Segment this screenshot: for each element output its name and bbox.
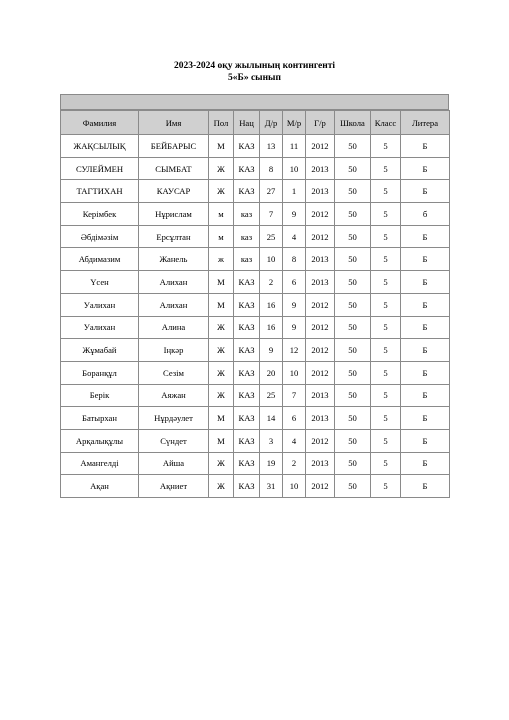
table-cell: КАЗ <box>234 475 260 498</box>
table-cell: 2012 <box>306 429 335 452</box>
table-cell: 7 <box>283 384 306 407</box>
table-cell: 5 <box>371 225 401 248</box>
table-cell: КАЗ <box>234 135 260 158</box>
table-cell: Б <box>401 157 450 180</box>
table-cell: 2012 <box>306 339 335 362</box>
table-cell: Ж <box>209 339 234 362</box>
table-cell: Боранқұл <box>61 361 139 384</box>
table-cell: 12 <box>283 339 306 362</box>
table-cell: Б <box>401 293 450 316</box>
table-cell: 50 <box>335 339 371 362</box>
table-cell: 50 <box>335 180 371 203</box>
table-cell: Батырхан <box>61 407 139 430</box>
table-cell: КАЗ <box>234 407 260 430</box>
table-cell: М <box>209 293 234 316</box>
table-cell: м <box>209 203 234 226</box>
table-cell: 2012 <box>306 293 335 316</box>
table-cell: 5 <box>371 157 401 180</box>
table-cell: 7 <box>260 203 283 226</box>
table-cell: КАЗ <box>234 429 260 452</box>
table-cell: 9 <box>260 339 283 362</box>
table-cell: Б <box>401 135 450 158</box>
table-cell: 50 <box>335 135 371 158</box>
table-cell: 50 <box>335 429 371 452</box>
table-cell: 2012 <box>306 135 335 158</box>
table-cell: 2013 <box>306 157 335 180</box>
table-cell: 2 <box>260 271 283 294</box>
table-cell: 5 <box>371 203 401 226</box>
table-cell: КАЗ <box>234 157 260 180</box>
header-grade: Класс <box>371 111 401 135</box>
table-cell: 2013 <box>306 407 335 430</box>
table-cell: 10 <box>260 248 283 271</box>
table-cell: КАЗ <box>234 180 260 203</box>
table-cell: Сезім <box>139 361 209 384</box>
table-row <box>61 316 450 339</box>
table-cell: Б <box>401 225 450 248</box>
table-row <box>61 361 450 384</box>
table-cell: ж <box>209 248 234 271</box>
table-cell: 19 <box>260 452 283 475</box>
table-cell: БЕЙБАРЫС <box>139 135 209 158</box>
table-row <box>61 407 450 430</box>
table-cell: КАЗ <box>234 271 260 294</box>
table-row <box>61 248 450 271</box>
table-cell: Б <box>401 361 450 384</box>
table-cell: 2013 <box>306 384 335 407</box>
table-cell: Алихан <box>139 271 209 294</box>
table-row <box>61 203 450 226</box>
table-cell: 27 <box>260 180 283 203</box>
table-cell: Сүндет <box>139 429 209 452</box>
document-title: 2023-2024 оқу жылының контингенті <box>173 61 336 71</box>
table-cell: 5 <box>371 452 401 475</box>
table-cell: 5 <box>371 316 401 339</box>
table-cell: Жұмабай <box>61 339 139 362</box>
table-cell: 5 <box>371 180 401 203</box>
table-cell: Әбдімәзім <box>61 225 139 248</box>
table-cell: Арқалықұлы <box>61 429 139 452</box>
table-cell: 10 <box>283 361 306 384</box>
table-cell: 1 <box>283 180 306 203</box>
table-cell: Б <box>401 475 450 498</box>
table-cell: 5 <box>371 475 401 498</box>
table-cell: Алина <box>139 316 209 339</box>
table-header-band <box>60 94 449 110</box>
table-cell: 4 <box>283 429 306 452</box>
table-cell: 50 <box>335 203 371 226</box>
table-cell: 6 <box>283 407 306 430</box>
table-cell: Алихан <box>139 293 209 316</box>
table-cell: ЖАҚСЫЛЫҚ <box>61 135 139 158</box>
table-cell: 11 <box>283 135 306 158</box>
table-cell: СУЛЕЙМЕН <box>61 157 139 180</box>
table-cell: Б <box>401 248 450 271</box>
table-cell: Б <box>401 316 450 339</box>
table-cell: Абдимазим <box>61 248 139 271</box>
class-subtitle: 5«Б» сынып <box>228 73 281 83</box>
table-cell: 2 <box>283 452 306 475</box>
table-cell: 9 <box>283 203 306 226</box>
table-cell: 10 <box>283 475 306 498</box>
table-cell: Б <box>401 384 450 407</box>
table-cell: 20 <box>260 361 283 384</box>
table-cell: каз <box>234 203 260 226</box>
table-cell: Ерсұлтан <box>139 225 209 248</box>
table-cell: Б <box>401 429 450 452</box>
table-row <box>61 271 450 294</box>
table-cell: 2013 <box>306 248 335 271</box>
table-cell: 2013 <box>306 180 335 203</box>
header-name: Имя <box>139 111 209 135</box>
table-cell: 50 <box>335 384 371 407</box>
table-cell: 14 <box>260 407 283 430</box>
table-cell: КАЗ <box>234 339 260 362</box>
table-cell: Б <box>401 407 450 430</box>
table-cell: КАУСАР <box>139 180 209 203</box>
table-row <box>61 429 450 452</box>
table-cell: Амангелді <box>61 452 139 475</box>
table-cell: 5 <box>371 135 401 158</box>
table-cell: Керімбек <box>61 203 139 226</box>
table-cell: 6 <box>283 271 306 294</box>
table-row <box>61 157 450 180</box>
table-cell: 5 <box>371 339 401 362</box>
table-row <box>61 339 450 362</box>
table-cell: Ж <box>209 157 234 180</box>
table-cell: М <box>209 407 234 430</box>
table-cell: Нұрислам <box>139 203 209 226</box>
table-cell: 16 <box>260 293 283 316</box>
table-cell: Ж <box>209 180 234 203</box>
table-cell: М <box>209 135 234 158</box>
table-cell: Іңкәр <box>139 339 209 362</box>
table-cell: 50 <box>335 316 371 339</box>
table-cell: Б <box>401 271 450 294</box>
table-cell: 5 <box>371 407 401 430</box>
table-cell: Б <box>401 452 450 475</box>
table-cell: 2012 <box>306 316 335 339</box>
table-cell: б <box>401 203 450 226</box>
table-cell: М <box>209 271 234 294</box>
table-cell: 5 <box>371 271 401 294</box>
table-cell: каз <box>234 248 260 271</box>
table-cell: Уалихан <box>61 316 139 339</box>
table-cell: Ж <box>209 475 234 498</box>
table-cell: Б <box>401 339 450 362</box>
table-cell: 50 <box>335 452 371 475</box>
table-cell: КАЗ <box>234 452 260 475</box>
table-cell: 8 <box>283 248 306 271</box>
table-cell: 2013 <box>306 452 335 475</box>
table-cell: Берік <box>61 384 139 407</box>
header-letter: Литера <box>401 111 450 135</box>
table-cell: Ақан <box>61 475 139 498</box>
table-cell: Ж <box>209 452 234 475</box>
table-cell: КАЗ <box>234 361 260 384</box>
table-row <box>61 135 450 158</box>
header-school: Школа <box>335 111 371 135</box>
table-cell: 3 <box>260 429 283 452</box>
table-body <box>61 135 450 498</box>
table-row <box>61 225 450 248</box>
table-cell: 50 <box>335 271 371 294</box>
table-cell: 2012 <box>306 203 335 226</box>
header-birth-month: М/р <box>283 111 306 135</box>
table-cell: 2012 <box>306 475 335 498</box>
table-cell: 50 <box>335 157 371 180</box>
table-cell: 25 <box>260 225 283 248</box>
table-cell: 4 <box>283 225 306 248</box>
header-birth-year: Г/р <box>306 111 335 135</box>
table-row <box>61 384 450 407</box>
table-row <box>61 180 450 203</box>
table-cell: 8 <box>260 157 283 180</box>
table-cell: Б <box>401 180 450 203</box>
table-cell: СЫМБАТ <box>139 157 209 180</box>
table-cell: 5 <box>371 384 401 407</box>
table-row <box>61 452 450 475</box>
table-row <box>61 475 450 498</box>
header-row <box>61 111 450 135</box>
table-cell: КАЗ <box>234 316 260 339</box>
table-cell: м <box>209 225 234 248</box>
header-surname: Фамилия <box>61 111 139 135</box>
table-cell: 10 <box>283 157 306 180</box>
table-cell: 31 <box>260 475 283 498</box>
table-cell: Аяжан <box>139 384 209 407</box>
header-birth-day: Д/р <box>260 111 283 135</box>
table-cell: 5 <box>371 429 401 452</box>
table-cell: 50 <box>335 475 371 498</box>
table-cell: Айша <box>139 452 209 475</box>
table-cell: КАЗ <box>234 384 260 407</box>
table-cell: 5 <box>371 248 401 271</box>
table-cell: Нұрдәулет <box>139 407 209 430</box>
header-nationality: Нац <box>234 111 260 135</box>
table-cell: КАЗ <box>234 293 260 316</box>
table-cell: 13 <box>260 135 283 158</box>
table-cell: 16 <box>260 316 283 339</box>
table-cell: Ж <box>209 384 234 407</box>
table-cell: Жанель <box>139 248 209 271</box>
table-row <box>61 293 450 316</box>
table-cell: Ж <box>209 361 234 384</box>
table-cell: 2013 <box>306 271 335 294</box>
table-cell: 50 <box>335 248 371 271</box>
table-cell: 5 <box>371 361 401 384</box>
table-cell: 50 <box>335 407 371 430</box>
header-gender: Пол <box>209 111 234 135</box>
table-cell: М <box>209 429 234 452</box>
table-cell: 5 <box>371 293 401 316</box>
table-cell: 2012 <box>306 225 335 248</box>
table-cell: 9 <box>283 293 306 316</box>
table-cell: 2012 <box>306 361 335 384</box>
table-cell: 50 <box>335 361 371 384</box>
table-cell: 50 <box>335 225 371 248</box>
contingent-table <box>60 110 450 498</box>
table-cell: 50 <box>335 293 371 316</box>
table-cell: Үсен <box>61 271 139 294</box>
table-cell: 25 <box>260 384 283 407</box>
table-cell: Уалихан <box>61 293 139 316</box>
table-cell: ТАГТИХАН <box>61 180 139 203</box>
table-cell: 9 <box>283 316 306 339</box>
table-cell: Ж <box>209 316 234 339</box>
table-cell: Ақниет <box>139 475 209 498</box>
table-cell: каз <box>234 225 260 248</box>
